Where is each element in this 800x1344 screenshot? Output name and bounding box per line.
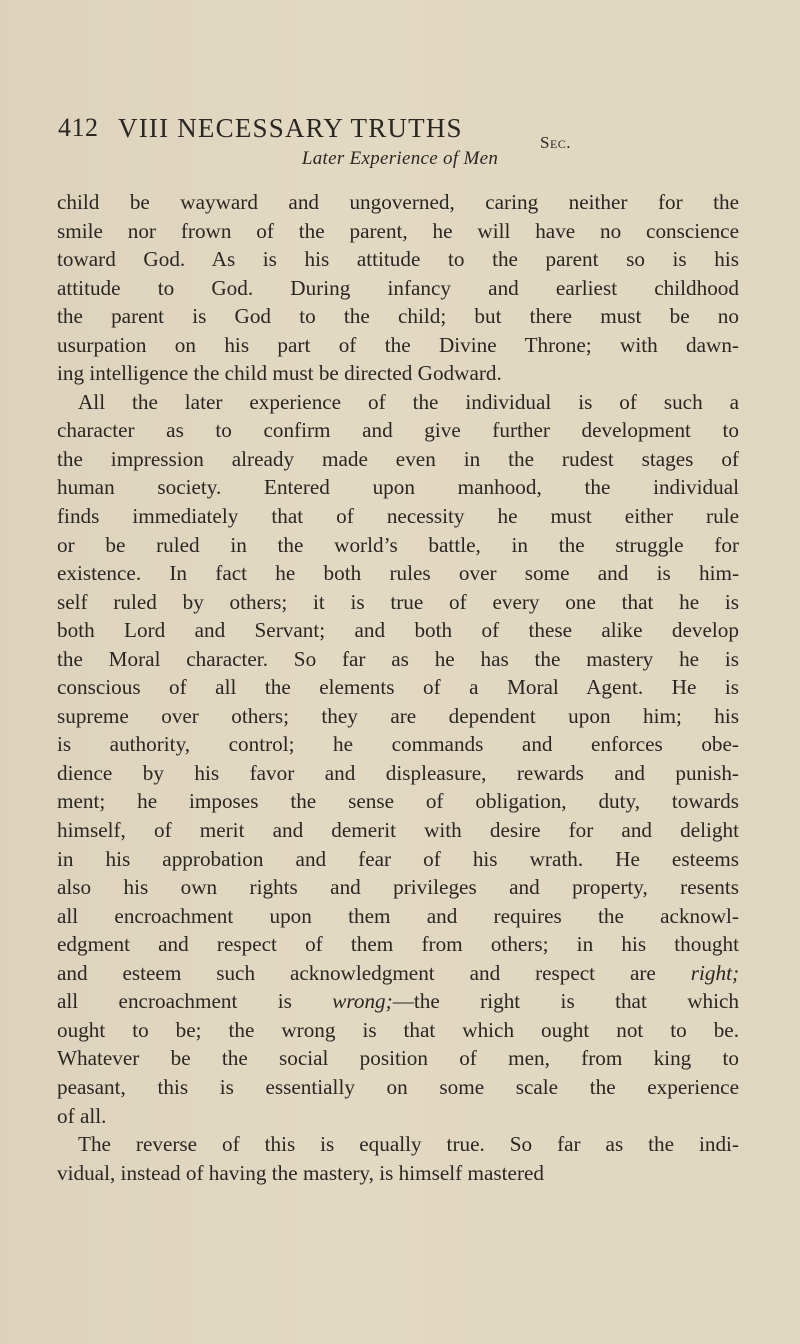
text-line: the impression already made even in the rudest stages of xyxy=(57,446,739,471)
section-mark: Sec. xyxy=(540,133,572,152)
text-segment: and esteem such acknowledgment and respect are xyxy=(57,960,656,985)
text-line: of all. xyxy=(57,1103,107,1128)
text-line: the Moral character. So far as he has the mastery he is xyxy=(57,646,739,671)
text-line: The reverse of this is equally true. So far as the indi- xyxy=(78,1132,739,1157)
text-line: supreme over others; they are dependent upon him; his xyxy=(57,703,739,728)
text-line: self ruled by others; it is true of every one that he is xyxy=(57,589,739,614)
text-line: also his own rights and privileges and property, resents xyxy=(57,875,739,900)
emphasis-right: right; xyxy=(690,960,740,985)
text-line-with-emphasis xyxy=(57,987,739,1016)
text-line: smile nor frown of the parent, he will have no conscience xyxy=(57,218,739,243)
text-line: Whatever be the social position of men, from king to xyxy=(57,1046,739,1071)
text-line: ing intelligence the child must be directed Godward. xyxy=(57,361,502,386)
text-line: dience by his favor and displeasure, rewards and punish- xyxy=(57,760,739,785)
text-line: all encroachment upon them and requires the acknowl- xyxy=(57,903,739,928)
text-line: peasant, this is essentially on some scale the experience xyxy=(57,1074,739,1099)
text-line: both Lord and Servant; and both of these alike develop xyxy=(57,618,739,643)
page-number: 412 xyxy=(58,113,99,142)
text-line: character as to confirm and give further development to xyxy=(57,418,739,443)
text-segment: all encroachment is xyxy=(57,989,292,1014)
emphasis-wrong: wrong; xyxy=(332,989,393,1014)
text-segment: —the right is that which xyxy=(392,989,739,1014)
text-line: conscious of all the elements of a Moral Agent. He is xyxy=(57,675,739,700)
text-line: is authority, control; he commands and enforces obe- xyxy=(57,732,739,757)
text-line: existence. In fact he both rules over some and is him- xyxy=(57,561,739,586)
text-line: ought to be; the wrong is that which ought not to be. xyxy=(57,1017,739,1042)
text-line: in his approbation and fear of his wrath. He esteems xyxy=(57,846,739,871)
text-line-with-emphasis xyxy=(57,959,739,988)
text-line: All the later experience of the individual is of such a xyxy=(78,389,739,414)
text-line: himself, of merit and demerit with desire for and delight xyxy=(57,818,739,843)
text-line: usurpation on his part of the Divine Throne; with dawn- xyxy=(57,332,739,357)
text-line: or be ruled in the world’s battle, in the struggle for xyxy=(57,532,739,557)
running-title: VIII NECESSARY TRUTHS xyxy=(118,113,463,143)
text-line: human society. Entered upon manhood, the individual xyxy=(57,475,739,500)
text-line: the parent is God to the child; but there must be no xyxy=(57,304,739,329)
text-line: toward God. As is his attitude to the parent so is his xyxy=(57,247,739,272)
section-subheading: Later Experience of Men xyxy=(301,148,499,169)
text-line: vidual, instead of having the mastery, is himself mastered xyxy=(57,1160,544,1185)
text-line: child be wayward and ungoverned, caring neither for the xyxy=(57,190,739,214)
text-line: finds immediately that of necessity he must either rule xyxy=(57,504,739,529)
body-text xyxy=(57,188,739,1187)
text-line: ment; he imposes the sense of obligation, duty, towards xyxy=(57,789,739,814)
page-header xyxy=(58,113,738,153)
text-line: attitude to God. During infancy and earliest childhood xyxy=(57,275,739,300)
text-line: edgment and respect of them from others; in his thought xyxy=(57,932,739,957)
